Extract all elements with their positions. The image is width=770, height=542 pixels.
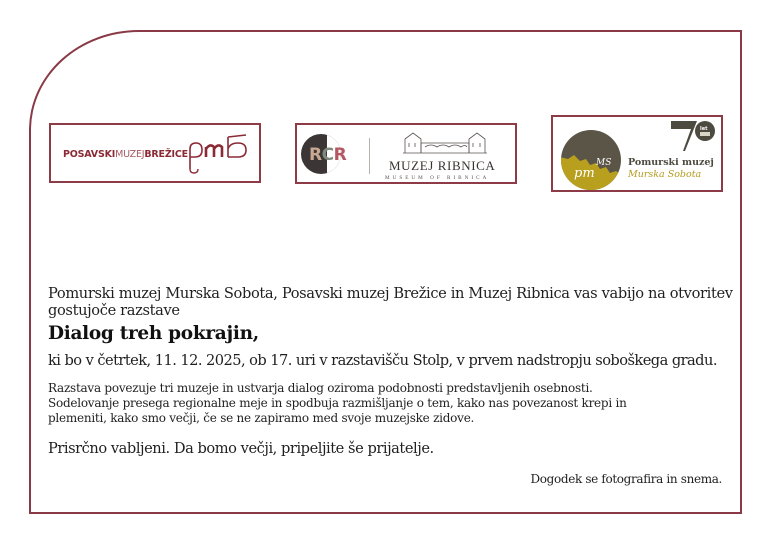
pmb-word-muzej: MUZEJ bbox=[115, 149, 145, 160]
svg-text:MS: MS bbox=[596, 158, 612, 168]
description-line: Razstava povezuje tri muzeje in ustvarja dialog oziroma podobnosti predstavljenih osebnosti. bbox=[48, 381, 593, 395]
pmb-wordmark bbox=[63, 149, 188, 160]
logo-posavski-muzej-brezice bbox=[49, 123, 261, 183]
logo-pomurski-muzej bbox=[551, 115, 723, 192]
description-line: plemeniti, kako smo večji, če se ne zapiramo med svoje muzejske zidove. bbox=[48, 411, 475, 425]
description-line: Sodelovanje presega regionalne meje in spodbuja razmišljanje o tem, kako nas povezanost krepi in bbox=[48, 396, 627, 410]
svg-text:let: let bbox=[700, 126, 708, 132]
pmb-monogram-icon bbox=[186, 133, 256, 175]
invitation-intro: Pomurski muzej Murska Sobota, Posavski muzej Brežice in Muzej Ribnica vas vabijo na otvoritev gostujoče razstave bbox=[48, 285, 733, 319]
pmb-word-brezice: BREŽICE bbox=[144, 149, 188, 160]
rcr-letter-r1: R bbox=[309, 145, 322, 165]
ribnica-title: MUZEJ RIBNICA bbox=[389, 158, 496, 173]
pomurski-name: Pomurski muzej bbox=[628, 157, 714, 168]
rcr-letter-r2: R bbox=[333, 145, 347, 165]
event-date-location: ki bo v četrtek, 11. 12. 2025, ob 17. uri v razstavišču Stolp, v prvem nadstropju soboškega gradu. bbox=[48, 352, 717, 369]
logo-divider bbox=[369, 138, 370, 174]
70-years-anniversary-icon bbox=[671, 119, 721, 153]
castle-building-icon bbox=[401, 131, 491, 155]
exhibition-title: Dialog treh pokrajin, bbox=[48, 323, 259, 344]
welcome-message: Prisrčno vabljeni. Da bomo večji, pripeljite še prijatelje. bbox=[48, 440, 434, 457]
pmb-word-posavski: POSAVSKI bbox=[63, 149, 116, 160]
pmms-circle-icon bbox=[560, 129, 622, 191]
rcr-letter-c: C bbox=[321, 145, 334, 165]
logo-muzej-ribnica bbox=[295, 123, 517, 184]
rcr-monogram bbox=[309, 145, 346, 165]
svg-text:pm: pm bbox=[574, 166, 595, 181]
ribnica-subtitle: MUSEUM OF RIBNICA bbox=[385, 175, 490, 181]
exhibition-description bbox=[48, 381, 627, 426]
recording-notice: Dogodek se fotografira in snema. bbox=[530, 472, 722, 486]
pomurski-city: Murska Sobota bbox=[628, 169, 702, 180]
